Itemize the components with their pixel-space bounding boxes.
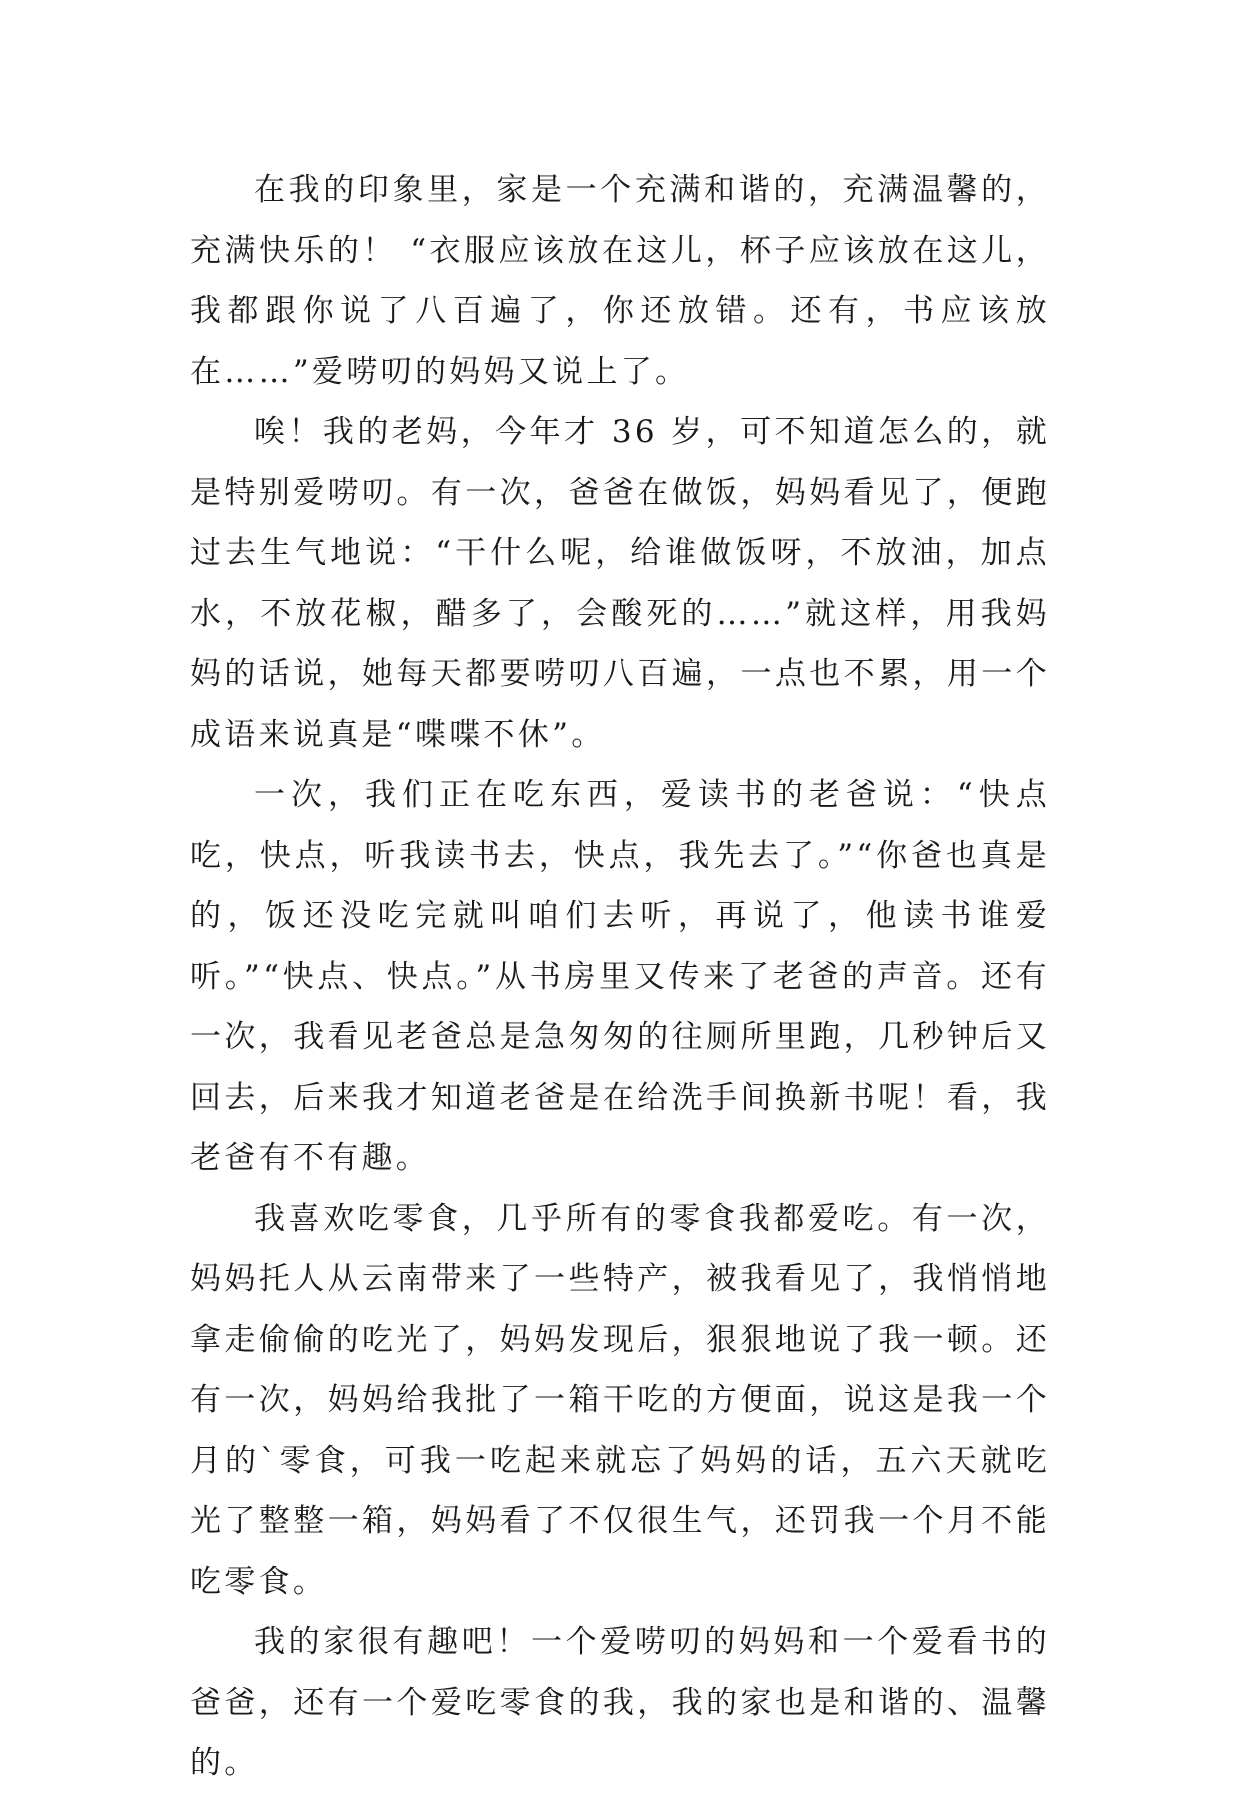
paragraph-1: 在我的印象里，家是一个充满和谐的，充满温馨的，充满快乐的！ “衣服应该放在这儿，杯子应该放在这儿，我都跟你说了八百遍了，你还放错。还有，书应该放在……”爱唠叨的妈妈又说上了。 (190, 172, 1050, 390)
document-body (190, 160, 1050, 1794)
paragraph-3: 一次，我们正在吃东西，爱读书的老爸说：“快点吃，快点，听我读书去，快点，我先去了。”“你爸也真是的，饭还没吃完就叫咱们去听，再说了，他读书谁爱听。”“快点、快点。”从书房里又传来了老爸的声音。还有一次，我看见老爸总是急匆匆的往厕所里跑，几秒钟后又回去，后来我才知道老爸是在给洗手间换新书呢！看，我老爸有不有趣。 (190, 777, 1050, 1176)
paragraph-5: 我的家很有趣吧！一个爱唠叨的妈妈和一个爱看书的爸爸，还有一个爱吃零食的我，我的家也是和谐的、温馨的。 (190, 1624, 1050, 1781)
paragraph-4: 我喜欢吃零食，几乎所有的零食我都爱吃。有一次，妈妈托人从云南带来了一些特产，被我看见了，我悄悄地拿走偷偷的吃光了，妈妈发现后，狠狠地说了我一顿。还有一次，妈妈给我批了一箱干吃的方便面，说这是我一个月的`零食，可我一吃起来就忘了妈妈的话，五六天就吃光了整整一箱，妈妈看了不仅很生气，还罚我一个月不能吃零食。 (190, 1200, 1050, 1600)
paragraph-2: 唉！我的老妈，今年才 36 岁，可不知道怎么的，就是特别爱唠叨。有一次，爸爸在做饭，妈妈看见了，便跑过去生气地说：“干什么呢，给谁做饭呀，不放油，加点水，不放花椒，醋多了，会酸死的……”就这样，用我妈妈的话说，她每天都要唠叨八百遍，一点也不累，用一个成语来说真是“喋喋不休”。 (190, 414, 1050, 753)
